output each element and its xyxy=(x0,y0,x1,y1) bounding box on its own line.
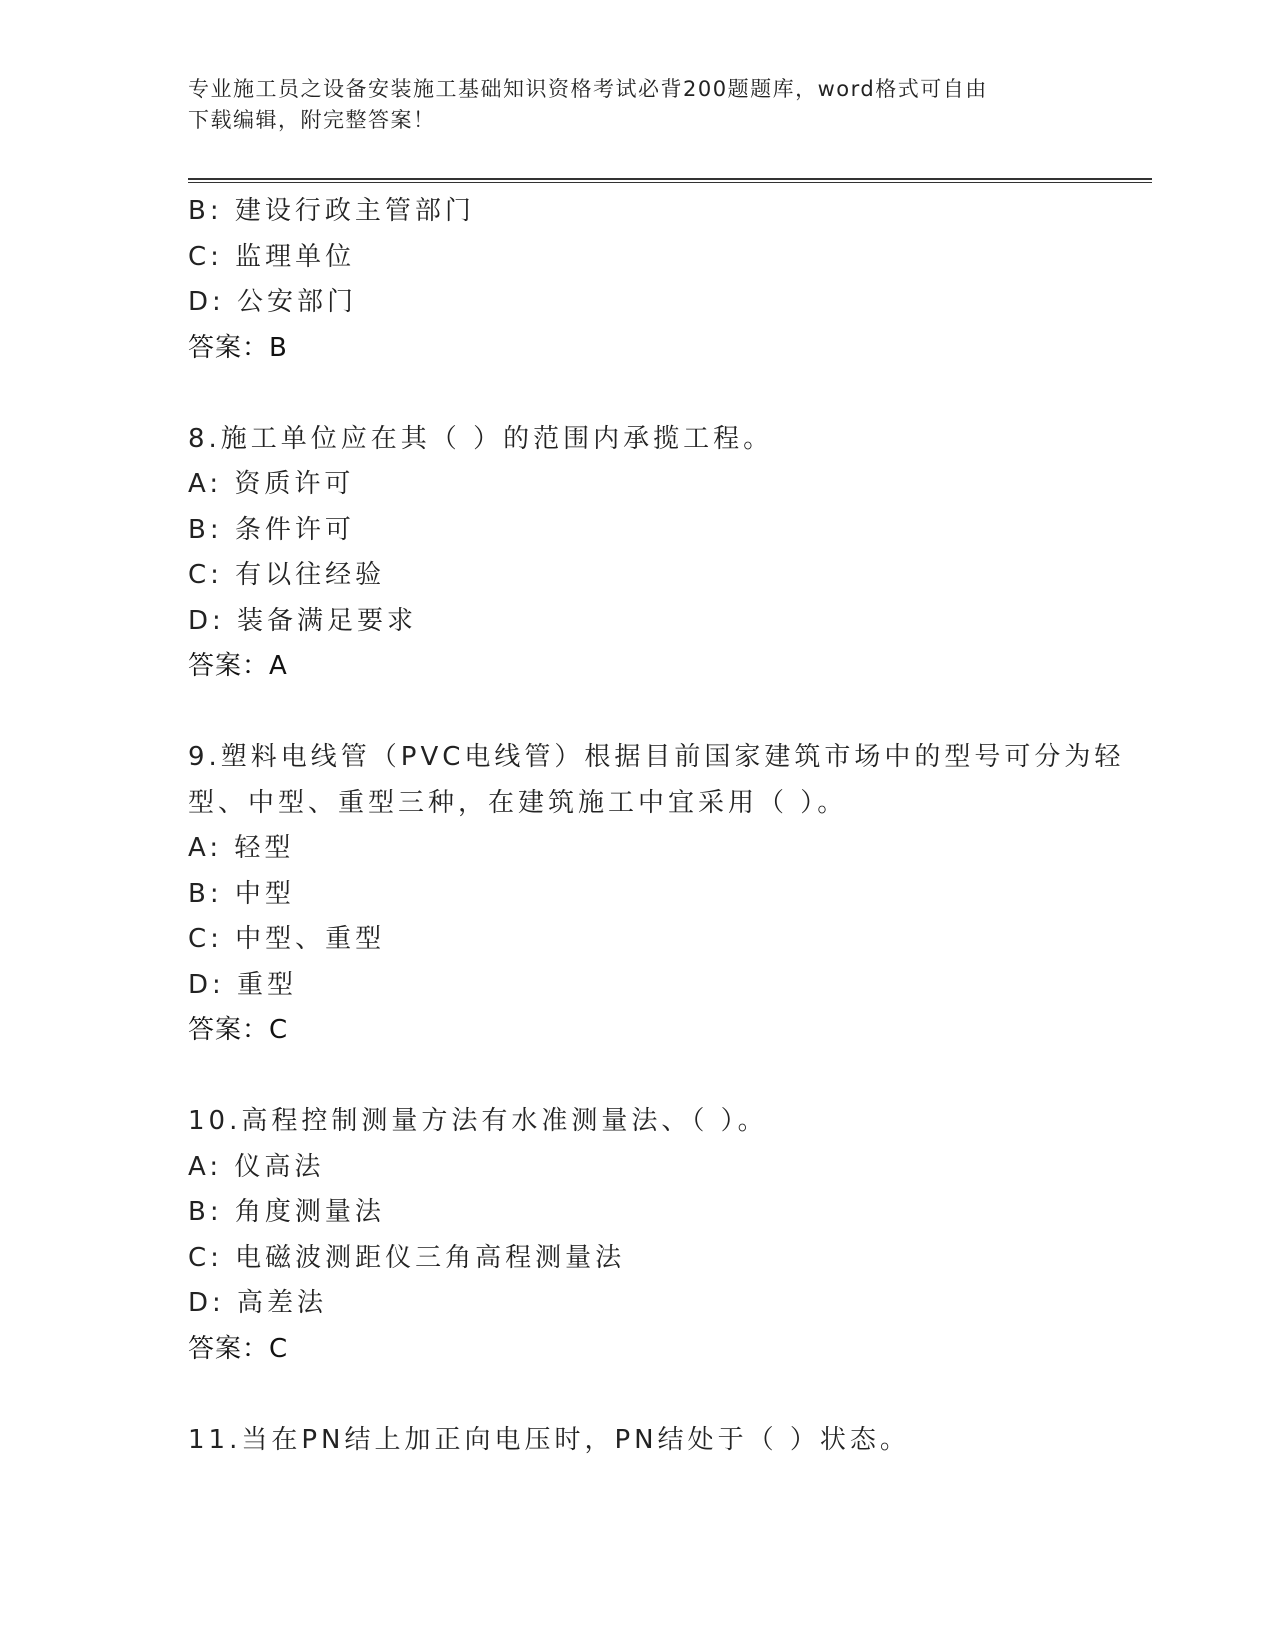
question-stem: 10.高程控制测量方法有水准测量法、（ ）。 xyxy=(188,1106,768,1136)
option-b: B: 建设行政主管部门 xyxy=(188,196,475,226)
option-c: C: 中型、重型 xyxy=(188,924,386,954)
option-d: D: 重型 xyxy=(188,969,298,1000)
spacer xyxy=(188,1054,1148,1100)
header-title-line-2: 下载编辑，附完整答案！ xyxy=(188,108,436,132)
header-divider xyxy=(188,178,1152,183)
answer: 答案：C xyxy=(188,1333,289,1364)
question-stem: 11.当在PN结上加正向电压时，PN结处于（ ）状态。 xyxy=(188,1424,910,1455)
question-8 xyxy=(188,417,1148,690)
document-header xyxy=(188,74,1068,136)
spacer xyxy=(188,690,1148,736)
header-title-line-1: 专业施工员之设备安装施工基础知识资格考试必背200题题库，word格式可自由 xyxy=(188,77,988,101)
option-b: B: 中型 xyxy=(188,878,295,909)
question-10 xyxy=(188,1099,1148,1372)
question-stem: 8.施工单位应在其（ ）的范围内承揽工程。 xyxy=(188,423,774,454)
option-a: A: 轻型 xyxy=(188,833,295,863)
option-d: D: 高差法 xyxy=(188,1288,328,1318)
option-a: A: 仪高法 xyxy=(188,1151,325,1182)
option-b: B: 条件许可 xyxy=(188,514,355,545)
option-b: B: 角度测量法 xyxy=(188,1197,385,1227)
option-c: C: 有以往经验 xyxy=(188,560,386,590)
question-stem-line-2: 型、中型、重型三种，在建筑施工中宜采用（ ）。 xyxy=(188,787,848,818)
answer: 答案：A xyxy=(188,651,288,681)
option-d: D: 装备满足要求 xyxy=(188,605,418,636)
spacer xyxy=(188,371,1148,417)
option-d: D: 公安部门 xyxy=(188,287,358,317)
answer: 答案：C xyxy=(188,1015,289,1045)
question-11 xyxy=(188,1418,1148,1464)
spacer xyxy=(188,1372,1148,1418)
question-list xyxy=(188,189,1148,1463)
answer: 答案：B xyxy=(188,332,288,363)
option-c: C: 监理单位 xyxy=(188,241,356,272)
question-7-continued xyxy=(188,189,1148,371)
question-stem-line-1: 9.塑料电线管（PVC电线管）根据目前国家建筑市场中的型号可分为轻 xyxy=(188,742,1125,772)
option-a: A: 资质许可 xyxy=(188,469,355,499)
option-c: C: 电磁波测距仪三角高程测量法 xyxy=(188,1242,626,1273)
question-9 xyxy=(188,735,1148,1054)
